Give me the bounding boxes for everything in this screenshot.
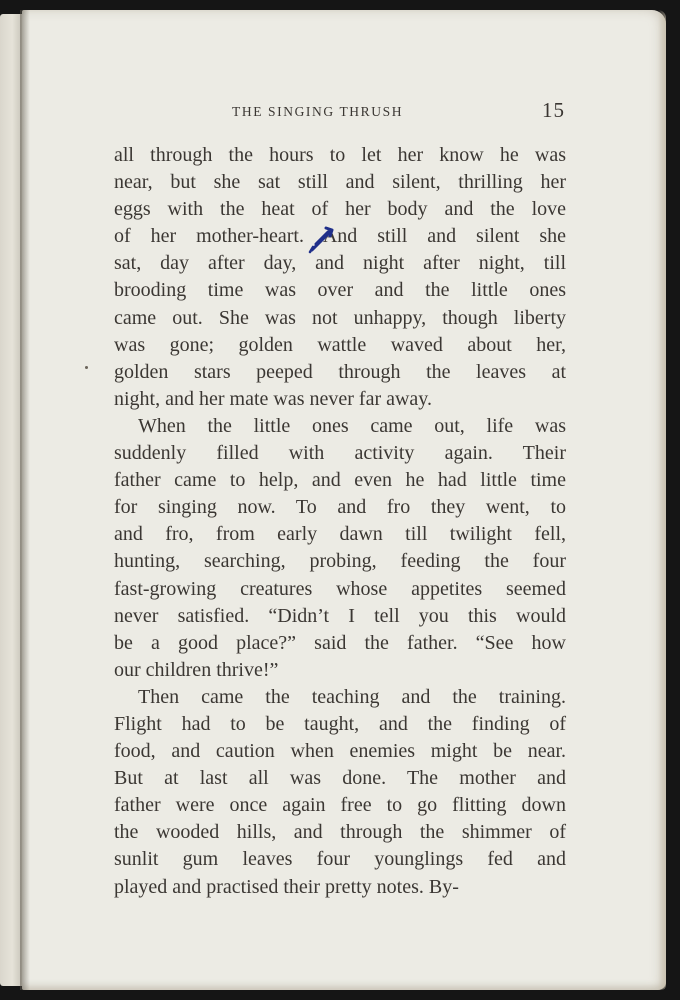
- paragraph: [114, 684, 566, 901]
- text-line: for singing now. To and fro they went, to: [114, 496, 566, 519]
- text-line: be a good place?” said the father. “See how: [114, 631, 566, 654]
- text-line: our children thrive!”: [114, 658, 279, 681]
- text-line: played and practised their pretty notes. By-: [114, 875, 459, 898]
- text-line: food, and caution when enemies might be near.: [114, 740, 566, 763]
- text-line: came out. She was not unhappy, though liberty: [114, 306, 566, 329]
- text-line: near, but she sat still and silent, thrilling her: [114, 171, 566, 194]
- text-line: golden stars peeped through the leaves at: [114, 360, 566, 383]
- paragraph: [114, 142, 566, 413]
- text-line: father came to help, and even he had little time: [114, 469, 566, 492]
- paragraph: [114, 413, 566, 684]
- gutter-shadow: [20, 10, 30, 990]
- text-line: father were once again free to go flitting down: [114, 794, 566, 817]
- text-line: the wooded hills, and through the shimmer of: [114, 821, 566, 844]
- text-line: was gone; golden wattle waved about her,: [114, 333, 566, 356]
- page-number: 15: [542, 98, 565, 122]
- text-line: When the little ones came out, life was: [138, 414, 566, 437]
- text-line: eggs with the heat of her body and the love: [114, 198, 566, 221]
- text-line: of her mother-heart. And still and silent she: [114, 225, 566, 248]
- text-line: never satisfied. “Didn’t I tell you this would: [114, 604, 566, 627]
- pen-mark-icon: [304, 220, 344, 260]
- text-line: hunting, searching, probing, feeding the four: [114, 550, 566, 573]
- text-line: and fro, from early dawn till twilight fell,: [114, 523, 566, 546]
- text-line: brooding time was over and the little ones: [114, 279, 566, 302]
- text-line: suddenly filled with activity again. Their: [114, 442, 566, 465]
- text-line: fast-growing creatures whose appetites seemed: [114, 577, 566, 600]
- text-line: Flight had to be taught, and the finding of: [114, 712, 566, 735]
- text-line: all through the hours to let her know he was: [114, 144, 566, 166]
- book-page: [22, 10, 666, 990]
- running-head-title: THE SINGING THRUSH: [232, 104, 404, 119]
- text-line: night, and her mate was never far away.: [114, 387, 433, 410]
- text-line: Then came the teaching and the training.: [138, 685, 566, 708]
- text-line: sunlit gum leaves four younglings fed and: [114, 848, 566, 871]
- text-line: sat, day after day, and night after night, till: [114, 252, 566, 275]
- text-line: But at last all was done. The mother and: [114, 767, 566, 790]
- left-page-edge: [0, 14, 22, 986]
- stray-mark: [85, 366, 88, 369]
